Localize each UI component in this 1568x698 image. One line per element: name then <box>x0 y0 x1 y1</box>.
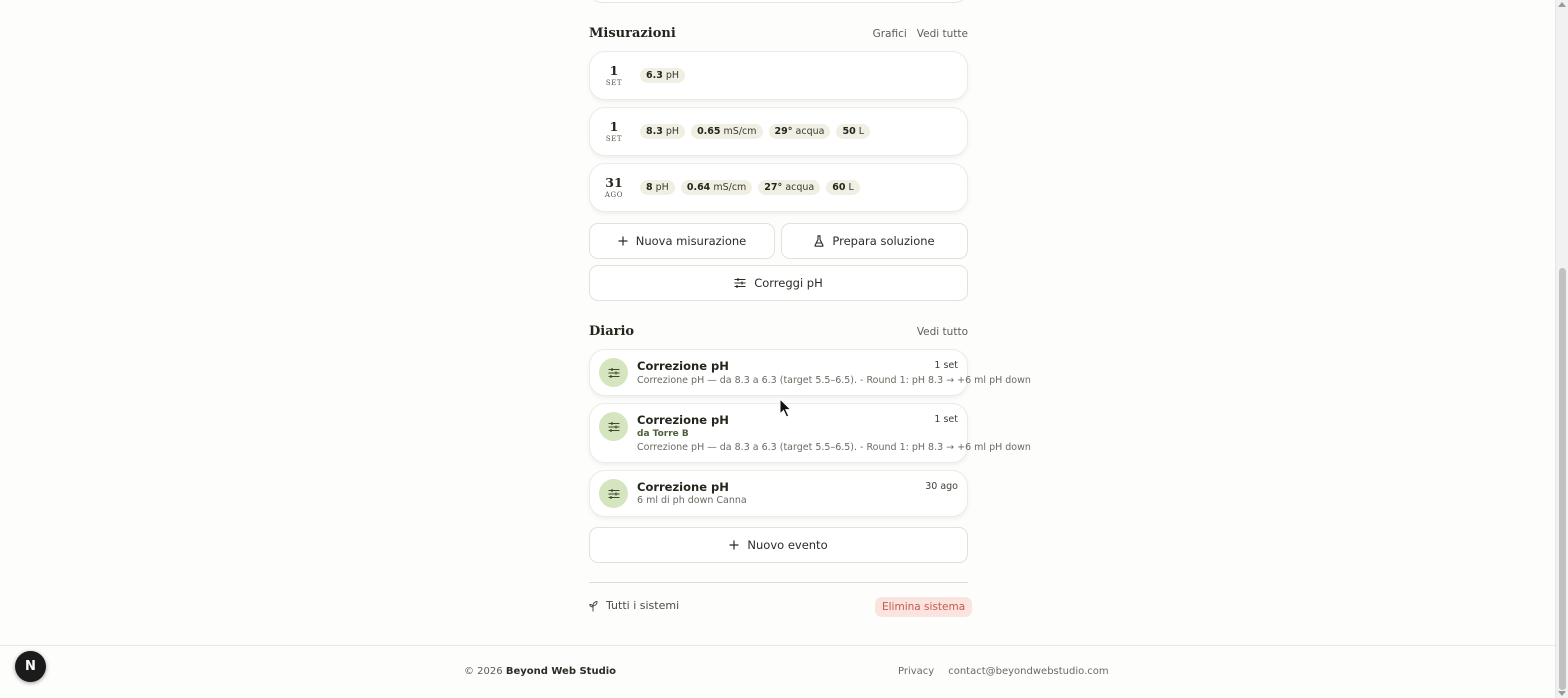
measurement-card[interactable] <box>589 163 968 212</box>
prepare-solution-button[interactable] <box>781 223 968 259</box>
scroll-up-arrow-icon[interactable] <box>1558 2 1566 7</box>
contact-email-link[interactable]: contact@beyondwebstudio.com <box>948 666 1109 677</box>
diary-entry-title: Correzione pH <box>637 480 729 494</box>
diary-title: Diario <box>589 324 635 339</box>
water-temp-chip: 29° acqua <box>769 124 831 139</box>
vertical-scrollbar[interactable] <box>1555 0 1568 698</box>
flask-icon <box>814 235 824 247</box>
measurements-title: Misurazioni <box>589 26 676 41</box>
measurement-date <box>590 64 638 87</box>
ph-chip: 8 pH <box>640 180 675 195</box>
ph-chip: 8.3 pH <box>640 124 685 139</box>
new-measurement-label: Nuova misurazione <box>635 234 747 248</box>
diary-entry[interactable] <box>589 349 1031 396</box>
sliders-icon <box>599 479 628 508</box>
sliders-icon <box>734 278 746 288</box>
measurement-month: AGO <box>604 191 624 199</box>
footer-copyright: © 2026 Beyond Web Studio <box>464 666 617 677</box>
measurement-day: 1 <box>609 119 619 134</box>
sprout-icon <box>589 600 601 612</box>
new-event-label: Nuovo evento <box>747 538 828 552</box>
all-systems-link[interactable] <box>589 599 679 612</box>
new-measurement-button[interactable] <box>589 223 775 259</box>
diary-entry-date: 1 set <box>934 414 958 425</box>
measurements-header <box>589 25 968 42</box>
ph-chip: 6.3 pH <box>640 68 685 83</box>
volume-chip: 60 L <box>826 180 860 195</box>
measurement-month: SET <box>605 79 623 87</box>
charts-link[interactable]: Grafici <box>872 27 907 40</box>
privacy-link[interactable]: Privacy <box>898 666 935 677</box>
diary-entry[interactable] <box>589 470 968 517</box>
plus-icon <box>729 540 739 550</box>
delete-system-button[interactable]: Elimina sistema <box>875 597 972 617</box>
divider <box>589 582 968 583</box>
plus-icon <box>618 236 628 246</box>
diary-entry-date: 1 set <box>934 360 958 371</box>
nextjs-dev-badge[interactable]: N <box>15 651 46 682</box>
scrollbar-thumb[interactable] <box>1559 268 1566 690</box>
all-systems-label: Tutti i sistemi <box>606 599 680 612</box>
sliders-icon <box>599 358 628 387</box>
diary-entry-text: 6 ml di ph down Canna <box>637 495 747 506</box>
prepare-solution-label: Prepara soluzione <box>832 234 935 248</box>
measurement-month: SET <box>605 135 623 143</box>
diary-header <box>589 323 968 340</box>
footer-brand[interactable]: Beyond Web Studio <box>505 666 617 677</box>
measurement-card[interactable] <box>589 51 968 100</box>
water-temp-chip: 27° acqua <box>758 180 820 195</box>
mouse-cursor-icon <box>779 398 793 418</box>
ec-chip: 0.64 mS/cm <box>681 180 752 195</box>
correct-ph-button[interactable] <box>589 265 968 301</box>
sliders-icon <box>599 412 628 441</box>
measurement-card[interactable] <box>589 107 968 156</box>
diary-entry-date: 30 ago <box>925 481 958 492</box>
view-all-measurements-link[interactable]: Vedi tutte <box>916 27 968 40</box>
volume-chip: 50 L <box>836 124 870 139</box>
new-event-button[interactable] <box>589 527 968 563</box>
measurement-day: 1 <box>609 63 619 78</box>
measurement-date <box>590 120 638 143</box>
measurement-date <box>590 176 638 199</box>
correct-ph-label: Correggi pH <box>754 276 823 290</box>
ec-chip: 0.65 mS/cm <box>691 124 762 139</box>
diary-entry-title: Correzione pH <box>637 413 729 427</box>
scroll-down-arrow-icon[interactable] <box>1558 691 1566 696</box>
diary-entry-text: Correzione pH — da 8.3 a 6.3 (target 5.5–6.5). - Round 1: pH 8.3 → +6 ml pH down <box>637 375 1031 386</box>
footer <box>0 645 1555 698</box>
view-all-diary-link[interactable]: Vedi tutto <box>916 325 968 338</box>
measurement-day: 31 <box>605 175 623 190</box>
diary-entry-title: Correzione pH <box>637 359 729 373</box>
previous-card-edge <box>589 0 968 3</box>
diary-entry-text: Correzione pH — da 8.3 a 6.3 (target 5.5–6.5). - Round 1: pH 8.3 → +6 ml pH down <box>637 442 1031 453</box>
diary-entry-source: da Torre B <box>637 429 689 439</box>
